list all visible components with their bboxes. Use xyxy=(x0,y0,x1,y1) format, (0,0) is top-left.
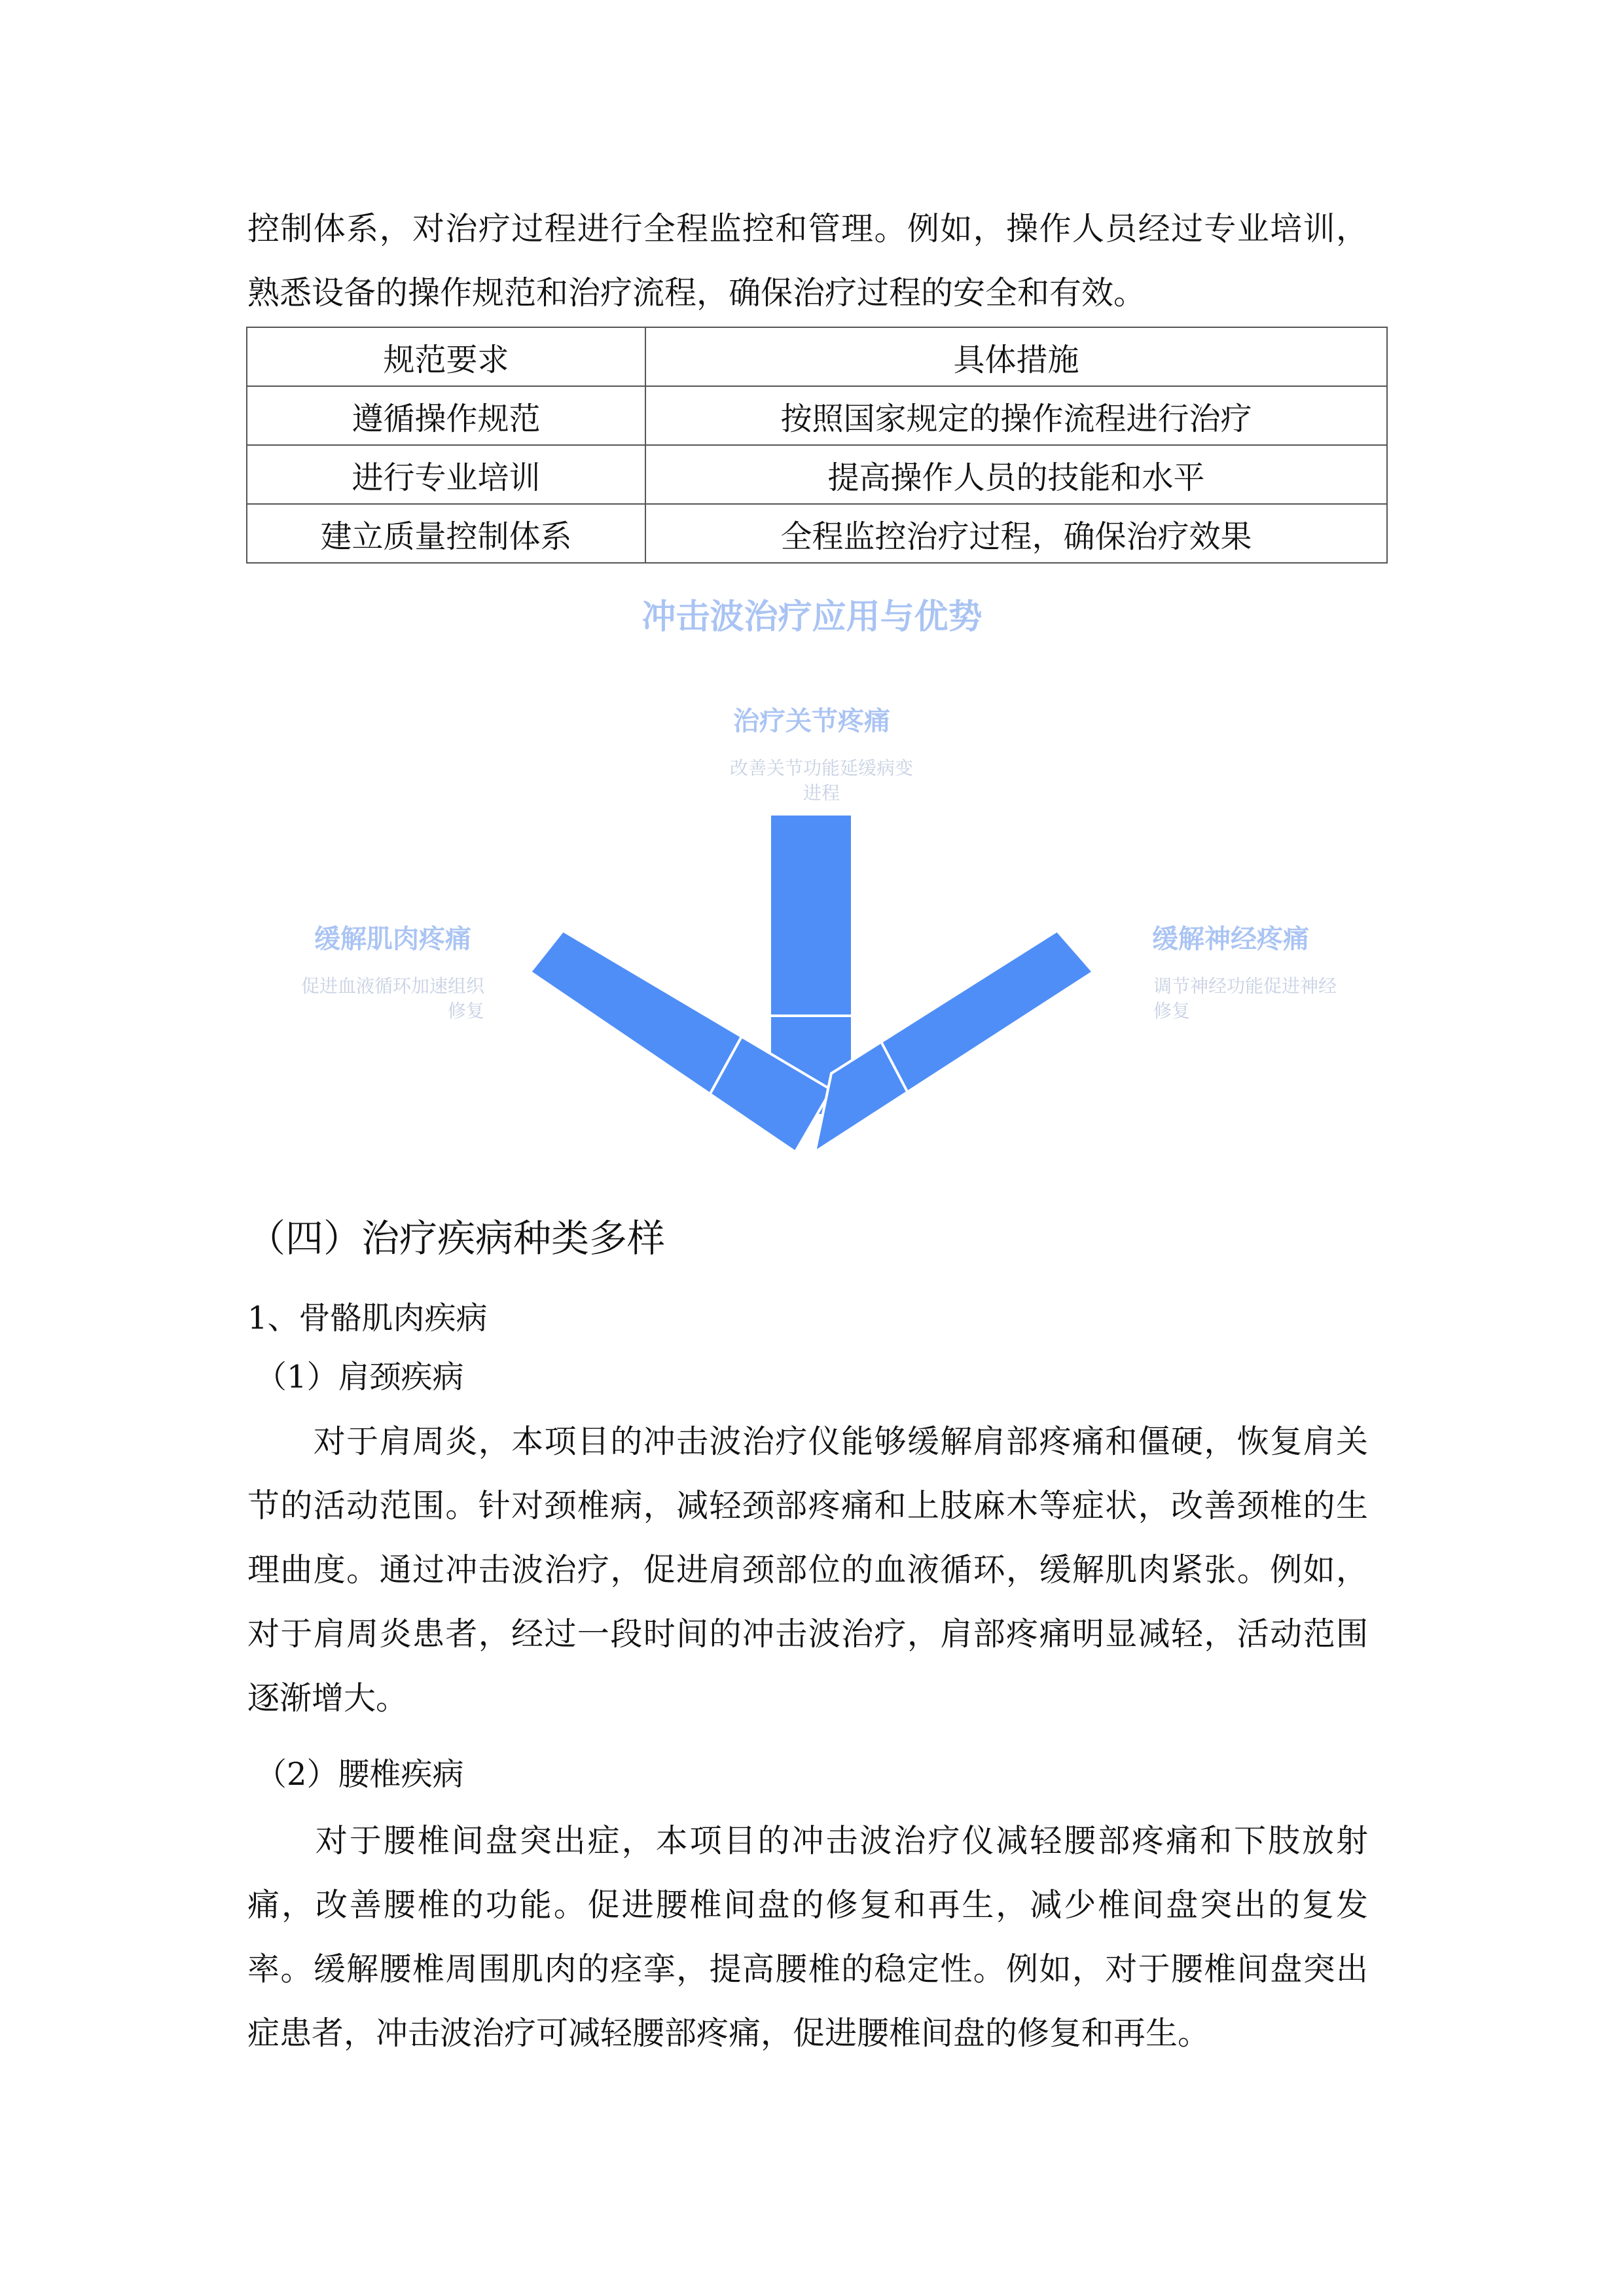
paragraph-line: 节的活动范围。针对颈椎病，减轻颈部疼痛和上肢麻木等症状，改善颈椎的生 xyxy=(247,1487,1368,1524)
desc-muscle-pain: 促进血液循环加速组织 修复 xyxy=(300,975,484,1022)
paragraph-line: 逐渐增大。 xyxy=(247,1679,408,1717)
table-cell: 全程监控治疗过程，确保治疗效果 xyxy=(645,504,1387,563)
paragraph-line: 率。缓解腰椎周围肌肉的痉挛，提高腰椎的稳定性。例如，对于腰椎间盘突出 xyxy=(247,1950,1368,1988)
table-cell: 按照国家规定的操作流程进行治疗 xyxy=(645,386,1387,445)
paragraph-line: 对于肩周炎，本项目的冲击波治疗仪能够缓解肩部疼痛和僵硬，恢复肩关 xyxy=(247,1423,1368,1460)
paragraph-line: 痛，改善腰椎的功能。促进腰椎间盘的修复和再生，减少椎间盘突出的复发 xyxy=(247,1886,1368,1924)
label-joint-pain: 治疗关节疼痛 xyxy=(733,706,890,736)
desc-joint-pain: 改善关节功能延缓病变 进程 xyxy=(729,757,913,804)
intro-line: 控制体系，对治疗过程进行全程监控和管理。例如，操作人员经过专业培训， xyxy=(247,210,1368,247)
table-cell: 建立质量控制体系 xyxy=(247,504,645,563)
right-arm xyxy=(815,931,1093,1152)
diagram-title: 冲击波治疗应用与优势 xyxy=(641,597,983,637)
paragraph-line: 理曲度。通过冲击波治疗，促进肩颈部位的血液循环，缓解肌肉紧张。例如， xyxy=(247,1551,1368,1588)
paragraph-line: 症患者，冲击波治疗可减轻腰部疼痛，促进腰椎间盘的修复和再生。 xyxy=(247,2015,1210,2052)
table-header: 具体措施 xyxy=(645,327,1387,386)
subheading: （1）肩颈疾病 xyxy=(255,1359,464,1395)
intro-line: 熟悉设备的操作规范和治疗流程，确保治疗过程的安全和有效。 xyxy=(247,274,1146,312)
paragraph-line: 对于腰椎间盘突出症，本项目的冲击波治疗仪减轻腰部疼痛和下肢放射 xyxy=(247,1822,1368,1859)
subheading: （2）腰椎疾病 xyxy=(255,1756,464,1793)
table-cell: 提高操作人员的技能和水平 xyxy=(645,445,1387,504)
table-cell: 遵循操作规范 xyxy=(247,386,645,445)
label-nerve-pain: 缓解神经疼痛 xyxy=(1152,924,1309,954)
table-cell: 进行专业培训 xyxy=(247,445,645,504)
paragraph-line: 对于肩周炎患者，经过一段时间的冲击波治疗，肩部疼痛明显减轻，活动范围 xyxy=(247,1615,1368,1653)
section-heading: （四）治疗疾病种类多样 xyxy=(247,1216,666,1261)
table-header: 规范要求 xyxy=(247,327,645,386)
label-muscle-pain: 缓解肌肉疼痛 xyxy=(314,924,471,954)
subheading: 1、骨骼肌肉疾病 xyxy=(247,1300,488,1336)
desc-nerve-pain: 调节神经功能促进神经 修复 xyxy=(1153,975,1337,1022)
